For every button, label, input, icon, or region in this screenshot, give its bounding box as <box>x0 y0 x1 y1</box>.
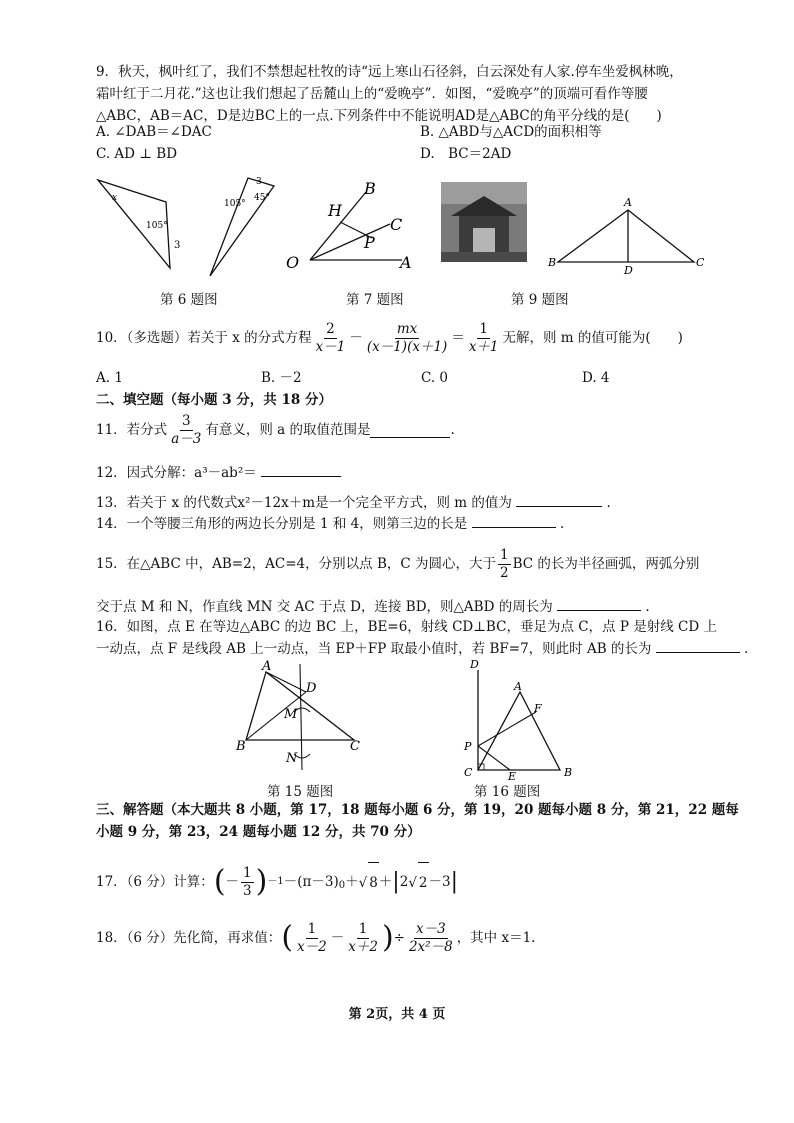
pavilion-photo <box>441 182 527 262</box>
q15-denominator: 2 <box>499 564 509 581</box>
fig7-label-a: A <box>400 253 412 272</box>
q17-denominator: 3 <box>243 882 252 899</box>
q10-f1-numerator: 2 <box>326 320 335 337</box>
photo-pavilion-opening <box>473 228 495 256</box>
q10-minus: － <box>349 330 363 346</box>
q17-pi-term: －(π－3) <box>283 874 339 890</box>
q10-line <box>96 318 683 358</box>
q12-line <box>96 462 341 483</box>
fig15-label-n: N <box>286 751 298 766</box>
q11-suffix: 有意义，则 a 的取值范围是 <box>205 422 371 438</box>
fig6-label-3-left: 3 <box>174 240 181 251</box>
q16-line2 <box>96 638 748 659</box>
fig16-label-p: P <box>464 740 472 753</box>
figure-7 <box>280 176 420 276</box>
photo-ground <box>441 252 527 262</box>
q12-answer-blank[interactable] <box>261 462 341 477</box>
q15-suffix: BC 的长为半径画弧，两弧分别 <box>512 556 700 572</box>
q10-option-b: B. －2 <box>261 370 302 386</box>
q18-suffix: ，其中 x＝1. <box>456 930 536 946</box>
q13-text: 13．若关于 x 的代数式x²－12x＋m是一个完全平方式，则 m 的值为 <box>96 495 512 511</box>
fig6-label-45: 45° <box>254 193 270 203</box>
fig9-label-b: B <box>548 256 557 269</box>
fig7-label-c: C <box>390 215 403 234</box>
q18-f2-denominator: x＋2 <box>348 938 378 955</box>
q10-option-c: C. 0 <box>421 370 449 386</box>
q15-line2-text: 交于点 M 和 N，作直线 MN 交 AC 于点 D，连接 BD，则△ABD 的周长为 <box>96 599 553 615</box>
q15-numerator: 1 <box>499 546 509 563</box>
q17-minus-3: －3 <box>428 874 451 890</box>
fig9-triangle <box>558 210 694 262</box>
q11-end: . <box>450 422 455 438</box>
section-3-heading-line1: 三、解答题（本大题共 8 小题，第 17，18 题每小题 6 分，第 19，20 题每小题 8 分，第 21，22 题每 <box>96 802 739 818</box>
q9-option-c: C. AD ⊥ BD <box>96 146 178 162</box>
caption-figure-6: 第 6 题图 <box>160 292 218 308</box>
q10-fraction-3 <box>467 321 501 356</box>
caption-figure-15: 第 15 题图 <box>267 784 334 800</box>
q12-text: 12．因式分解：a³－ab²＝ <box>96 465 257 481</box>
q18-prefix: 18．（6 分）先化简，再求值： <box>96 930 282 946</box>
q18-f3-numerator: x－3 <box>415 920 446 937</box>
fig7-ray-oc <box>310 224 390 260</box>
fig9-label-d: D <box>624 264 633 277</box>
caption-figure-16: 第 16 题图 <box>474 784 541 800</box>
q13-end: . <box>606 495 611 511</box>
fig16-label-a: A <box>514 680 522 693</box>
q9-option-a: A. ∠DAB＝∠DAC <box>96 124 212 140</box>
q16-end: . <box>744 641 749 657</box>
q14-line <box>96 513 564 534</box>
q17-plus: ＋ <box>345 874 359 890</box>
q11-denominator: a－3 <box>171 430 202 447</box>
q15-line2 <box>96 596 650 617</box>
q17-fraction <box>241 865 254 900</box>
q11-fraction <box>169 413 203 448</box>
q17-line <box>96 858 458 906</box>
q17-close-paren: ) <box>255 864 268 899</box>
q10-fraction-2 <box>365 321 449 356</box>
q17-prefix: 17．（6 分）计算： <box>96 874 214 890</box>
q18-divide: ÷ <box>393 930 405 946</box>
fig16-label-c: C <box>464 766 473 779</box>
q17-sqrt8-radicand: 8 <box>368 862 379 903</box>
q16-line2-text: 一动点，点 F 是线段 AB 上一动点，当 EP＋FP 取最小值时，若 BF=7，则此时 AB 的长为 <box>96 641 652 657</box>
q10-suffix: 无解，则 m 的值可能为( ) <box>502 330 683 346</box>
fig16-label-e: E <box>508 770 517 780</box>
q9-option-d: D. BC＝2AD <box>420 146 512 162</box>
figure-6 <box>90 172 290 282</box>
q10-f1-denominator: x－1 <box>315 338 346 355</box>
q15-prefix: 15．在△ABC 中，AB=2，AC=4，分别以点 B，C 为圆心，大于 <box>96 556 496 572</box>
section-2-heading: 二、填空题（每小题 3 分，共 18 分） <box>96 392 332 408</box>
q18-f1-numerator: 1 <box>307 920 317 937</box>
q10-f3-numerator: 1 <box>479 320 488 337</box>
q18-fraction-1 <box>295 921 329 956</box>
q18-close-paren: ) <box>381 920 394 955</box>
q14-text: 14．一个等腰三角形的两边长分别是 1 和 4，则第三边的长是 <box>96 516 468 532</box>
q10-f3-denominator: x＋1 <box>468 338 499 355</box>
caption-figure-7: 第 7 题图 <box>346 292 404 308</box>
q17-negative-sign: － <box>225 874 240 890</box>
fig15-label-b: B <box>236 739 246 754</box>
fig9-label-c: C <box>696 256 704 269</box>
q17-abs-close: | <box>450 869 459 894</box>
caption-figure-9: 第 9 题图 <box>511 292 569 308</box>
fig7-label-o: O <box>286 253 300 272</box>
fig15-line-mn <box>300 664 302 770</box>
q18-f2-numerator: 1 <box>358 920 368 937</box>
fig9-label-a: A <box>624 196 632 209</box>
q9-option-b: B. △ABD与△ACD的面积相等 <box>420 124 602 140</box>
fig16-label-d: D <box>470 660 479 671</box>
fig16-label-f: F <box>534 702 542 715</box>
fig7-label-p: P <box>364 233 375 252</box>
q17-zero-exponent: 0 <box>338 880 346 891</box>
fig6-label-3-right: 3 <box>256 177 262 187</box>
q14-answer-blank[interactable] <box>472 513 556 528</box>
fig16-segment-pe <box>478 746 510 770</box>
figure-15 <box>230 660 380 776</box>
q15-line1 <box>96 544 699 584</box>
q15-end: . <box>645 599 650 615</box>
section-3-heading-line2: 小题 9 分，第 23，24 题每小题 12 分，共 70 分） <box>96 824 421 840</box>
q17-plus-2: ＋ <box>378 874 393 890</box>
q18-f1-denominator: x－2 <box>297 938 327 955</box>
fig7-label-b: B <box>364 179 376 198</box>
fig16-triangle <box>478 692 560 770</box>
q13-line <box>96 492 611 513</box>
fig15-label-a: A <box>262 660 272 674</box>
q9-line3: △ABC，AB＝AC，D是边BC上的一点.下列条件中不能说明AD是△ABC的角平分线的是( ) <box>96 108 662 124</box>
fig16-label-b: B <box>564 766 573 779</box>
q14-end: . <box>559 516 565 532</box>
q17-numerator: 1 <box>243 864 252 881</box>
page-footer: 第 2页，共 4 页 <box>348 1007 446 1022</box>
fig6-label-105-left: 105° <box>146 221 168 231</box>
q10-f2-numerator: mx <box>396 320 418 337</box>
q17-sqrt2-radicand: 2 <box>418 862 429 903</box>
q18-fraction-2 <box>346 921 380 956</box>
q15-fraction <box>498 547 511 582</box>
q17-sqrt2: √ 2 <box>408 862 428 903</box>
q17-open-paren: ( <box>213 864 226 899</box>
q9-line2: 霜叶红于二月花.”这也让我们想起了岳麓山上的“爱晚亭”．如图，“爱晚亭”的顶端可看作等腰 <box>96 86 648 102</box>
q18-minus: － <box>330 930 345 946</box>
fig15-label-d: D <box>306 681 317 696</box>
q10-fraction-1 <box>314 321 348 356</box>
q17-abs-coefficient: 2 <box>399 874 409 890</box>
q11-numerator: 3 <box>181 412 191 429</box>
fig6-label-105-right: 105° <box>224 199 246 209</box>
q16-line1: 16．如图，点 E 在等边△ABC 的边 BC 上，BE=6，射线 CD⊥BC，垂足为点 C，点 P 是射线 CD 上 <box>96 619 717 635</box>
q18-fraction-3 <box>407 921 455 956</box>
q11-answer-blank[interactable] <box>370 423 450 438</box>
q13-answer-blank[interactable] <box>516 492 602 507</box>
q11-prefix: 11．若分式 <box>96 422 168 438</box>
q15-answer-blank[interactable] <box>557 596 641 611</box>
q10-equals: ＝ <box>451 330 465 346</box>
fig7-label-h: H <box>328 201 342 220</box>
fig6-label-x: x <box>112 193 118 203</box>
q18-line <box>96 916 535 960</box>
q10-option-d: D. 4 <box>582 370 610 386</box>
fig15-label-c: C <box>350 739 360 754</box>
figure-16 <box>460 660 590 780</box>
q9-line1: 9．秋天，枫叶红了，我们不禁想起杜牧的诗“远上寒山石径斜，白云深处有人家.停车坐爱枫林晚， <box>96 64 683 80</box>
q11-line <box>96 410 455 450</box>
q10-option-a: A. 1 <box>96 370 123 386</box>
q18-open-paren: ( <box>281 920 294 955</box>
fig15-label-m: M <box>284 707 298 722</box>
q17-abs-open: | <box>392 869 400 894</box>
figure-9 <box>544 194 704 278</box>
pavilion-photo-art <box>441 182 527 262</box>
q17-sqrt8: √ 8 <box>359 862 379 903</box>
q10-prefix: 10．（多选题）若关于 x 的分式方程 <box>96 330 312 346</box>
q16-answer-blank[interactable] <box>656 638 740 653</box>
q10-f2-denominator: (x－1)(x＋1) <box>366 338 448 355</box>
q18-f3-denominator: 2x²－8 <box>408 938 453 955</box>
q17-exponent: －1 <box>267 876 284 887</box>
